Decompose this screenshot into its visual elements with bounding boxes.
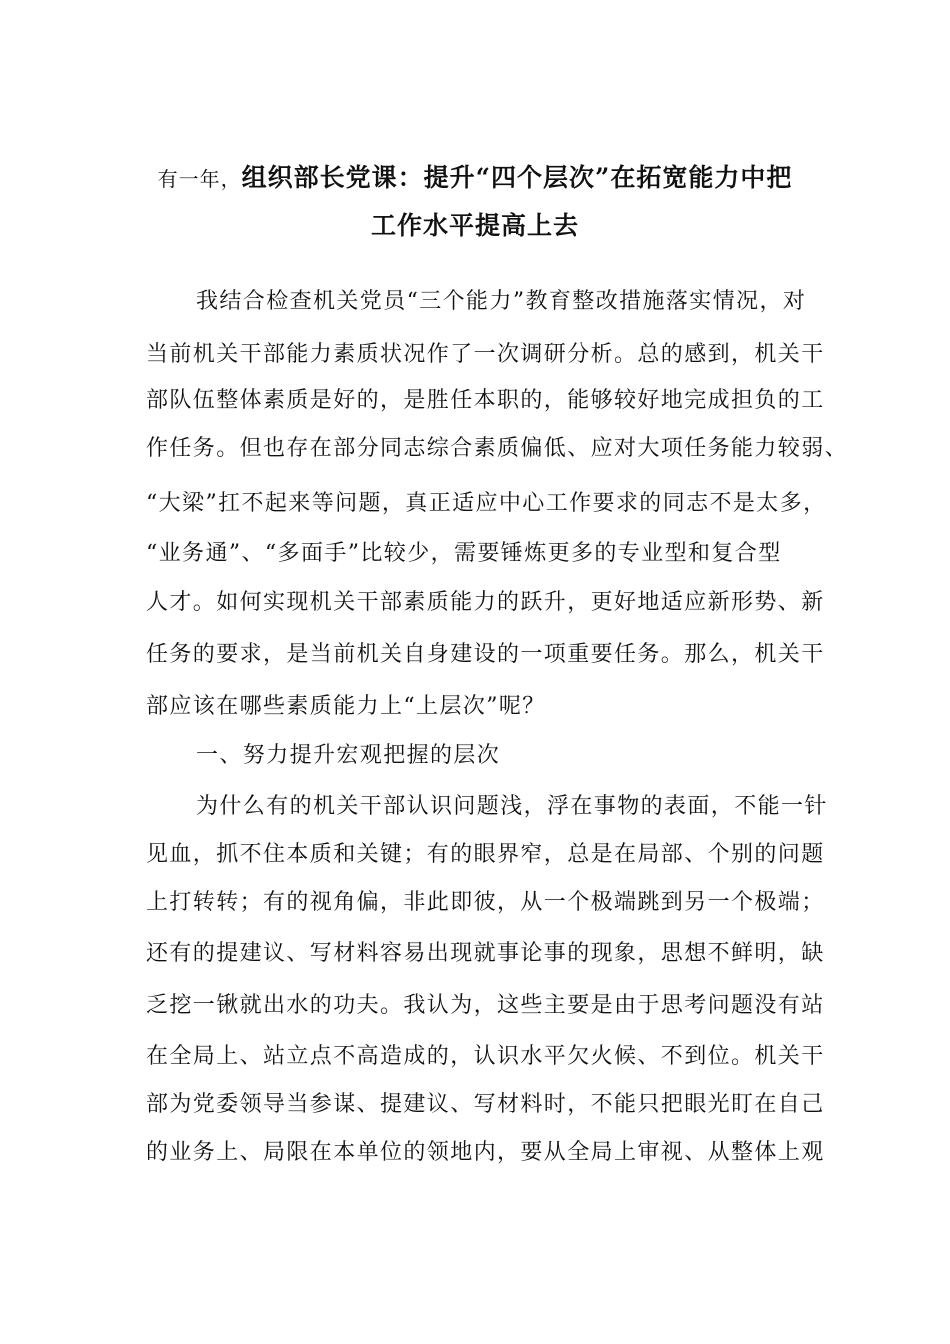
paragraph-line: 任务的要求，是当前机关自身建设的一项重要任务。那么，机关干 <box>146 642 825 667</box>
paragraph-line: 当前机关干部能力素质状况作了一次调研分析。总的感到，机关干 <box>146 342 825 367</box>
paragraph-line: 部队伍整体素质是好的，是胜任本职的，能够较好地完成担负的工 <box>146 388 825 413</box>
section-heading: 一、努力提升宏观把握的层次 <box>196 743 501 768</box>
paragraph-line: “业务通”、“多面手”比较少，需要锤炼更多的专业型和复合型 <box>146 541 782 566</box>
paragraph-line: 见血，抓不住本质和关键；有的眼界窄，总是在局部、个别的问题 <box>146 842 825 867</box>
paragraph-line: 的业务上、局限在本单位的领地内，要从全局上审视、从整体上观 <box>146 1140 825 1165</box>
paragraph-line: 乏挖一锹就出水的功夫。我认为，这些主要是由于思考问题没有站 <box>146 993 825 1018</box>
title-main: 组织部长党课：提升“四个层次”在拓宽能力中把 <box>241 163 793 192</box>
title-prefix: 有一年， <box>157 167 242 191</box>
paragraph-line: “大梁”扛不起来等问题，真正适应中心工作要求的同志不是太多， <box>146 491 827 516</box>
paragraph-line: 我结合检查机关党员“三个能力”教育整改措施落实情况，对 <box>196 289 807 314</box>
paragraph-line: 为什么有的机关干部认识问题浅，浮在事物的表面，不能一针 <box>196 794 828 819</box>
paragraph-line: 在全局上、站立点不高造成的，认识水平欠火候、不到位。机关干 <box>146 1044 825 1069</box>
paragraph-line: 还有的提建议、写材料容易出现就事论事的现象，思想不鲜明，缺 <box>146 941 825 966</box>
paragraph-line: 作任务。但也存在部分同志综合素质偏低、应对大项任务能力较弱、 <box>146 436 849 461</box>
document-title-line-1 <box>0 158 950 199</box>
paragraph-line: 人才。如何实现机关干部素质能力的跃升，更好地适应新形势、新 <box>146 590 825 615</box>
document-title-line-2: 工作水平提高上去 <box>370 211 579 240</box>
paragraph-line: 部为党委领导当参谋、提建议、写材料时，不能只把眼光盯在自己 <box>146 1092 825 1117</box>
paragraph-line: 上打转转；有的视角偏，非此即彼，从一个极端跳到另一个极端； <box>146 890 825 915</box>
paragraph-line: 部应该在哪些素质能力上“上层次”呢？ <box>146 694 546 719</box>
